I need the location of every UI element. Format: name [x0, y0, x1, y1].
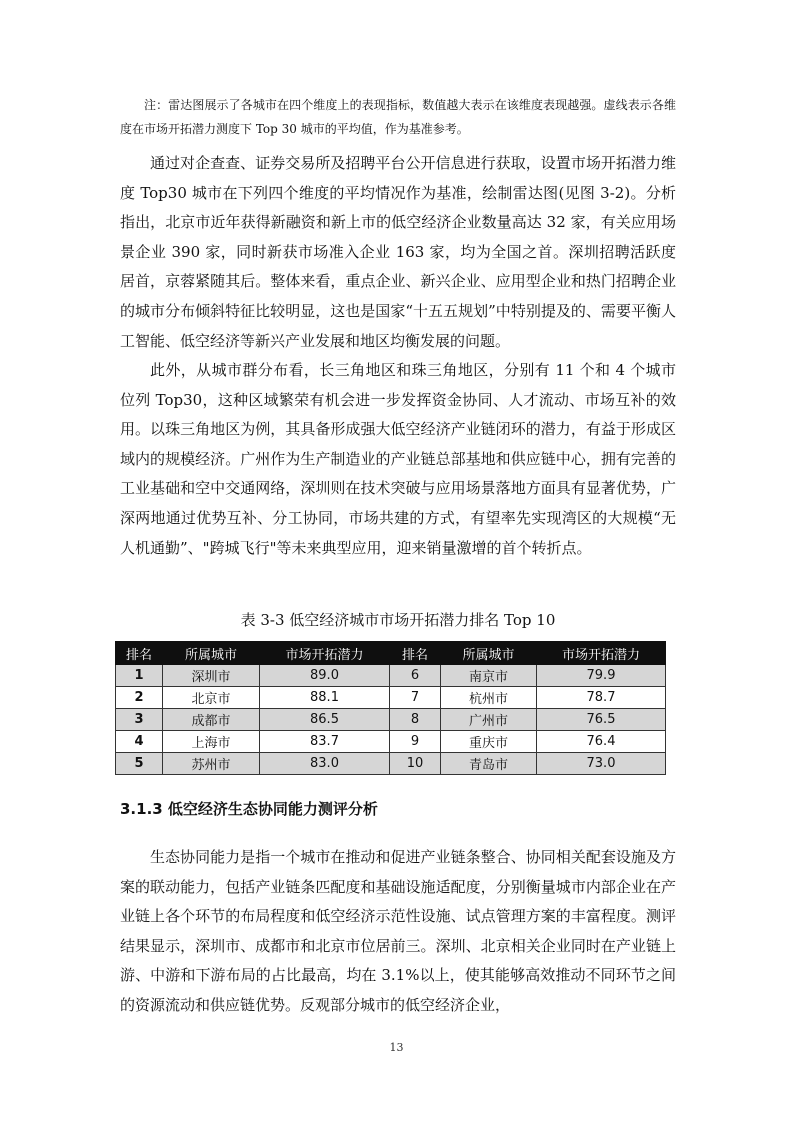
table-cell-city: 南京市 [441, 665, 537, 687]
table-cell-potential: 79.9 [537, 665, 666, 687]
column-header-potential: 市场开拓潜力 [260, 642, 390, 665]
column-header-rank: 排名 [116, 642, 163, 665]
table-row [116, 687, 666, 709]
table-cell-city: 苏州市 [163, 753, 260, 775]
table-cell-city: 青岛市 [441, 753, 537, 775]
table-cell-city: 成都市 [163, 709, 260, 731]
table-cell-city: 广州市 [441, 709, 537, 731]
table-caption: 表 3-3 低空经济城市市场开拓潜力排名 Top 10 [240, 611, 556, 629]
table-cell-potential: 76.5 [537, 709, 666, 731]
table-cell-rank: 3 [116, 709, 163, 731]
table-cell-city: 深圳市 [163, 665, 260, 687]
table-cell-potential: 73.0 [537, 753, 666, 775]
radar-chart-note: 注：雷达图展示了各城市在四个维度上的表现指标，数值越大表示在该维度表现越强。虚线表示各维度在市场开拓潜力测度下 Top 30 城市的平均值，作为基准参考。 [120, 98, 676, 136]
table-cell-rank: 4 [116, 731, 163, 753]
body-paragraph-ecosystem-synergy: 生态协同能力是指一个城市在推动和促进产业链条整合、协同相关配套设施及方案的联动能力，包括产业链条匹配度和基础设施适配度，分别衡量城市内部企业在产业链上各个环节的布局程度和低空经济示范性设施、试点管理方案的丰富程度。测评结果显示，深圳市、成都市和北京市位居前三。深圳、北京相关企业同时在产业链上游、中游和下游布局的占比最高，均在 3.1%以上，使其能够高效推动不同环节之间的资源流动和供应链优势。反观部分城市的低空经济企业， [120, 848, 676, 1014]
table-cell-city: 重庆市 [441, 731, 537, 753]
table-cell-potential: 76.4 [537, 731, 666, 753]
table-cell-rank: 7 [390, 687, 441, 709]
table-cell-city: 上海市 [163, 731, 260, 753]
table-cell-city: 杭州市 [441, 687, 537, 709]
section-heading: 3.1.3 低空经济生态协同能力测评分析 [120, 800, 378, 818]
table-cell-potential: 88.1 [260, 687, 390, 709]
column-header-potential: 市场开拓潜力 [537, 642, 666, 665]
table-cell-rank: 1 [116, 665, 163, 687]
table-cell-rank: 8 [390, 709, 441, 731]
table-row [116, 731, 666, 753]
table-row [116, 753, 666, 775]
market-potential-ranking-table [115, 641, 666, 775]
table-cell-potential: 83.7 [260, 731, 390, 753]
table-cell-rank: 9 [390, 731, 441, 753]
table-cell-rank: 5 [116, 753, 163, 775]
table-cell-potential: 86.5 [260, 709, 390, 731]
table-cell-potential: 89.0 [260, 665, 390, 687]
table-header-row [116, 642, 666, 665]
table-row [116, 709, 666, 731]
table-cell-rank: 6 [390, 665, 441, 687]
table-row [116, 665, 666, 687]
table-cell-rank: 10 [390, 753, 441, 775]
table-cell-potential: 78.7 [537, 687, 666, 709]
page-number: 13 [389, 1041, 404, 1054]
column-header-city: 所属城市 [441, 642, 537, 665]
body-paragraph-radar-analysis: 通过对企查查、证券交易所及招聘平台公开信息进行获取，设置市场开拓潜力维度 Top30 城市在下列四个维度的平均情况作为基准，绘制雷达图(见图 3-2)。分析指出，北京市近年获得新融资和新上市的低空经济企业数量高达 32 家，有关应用场景企业 390 家，同时新获市场准入企业 163 家，均为全国之首。深圳招聘活跃度居首，京蓉紧随其后。整体来看，重点企业、新兴企业、应用型企业和热门招聘企业的城市分布倾斜特征比较明显，这也是国家“十五五规划”中特别提及的、需要平衡人工智能、低空经济等新兴产业发展和地区均衡发展的问题。 [120, 154, 676, 350]
column-header-rank: 排名 [390, 642, 441, 665]
table-cell-city: 北京市 [163, 687, 260, 709]
table-cell-rank: 2 [116, 687, 163, 709]
table-cell-potential: 83.0 [260, 753, 390, 775]
column-header-city: 所属城市 [163, 642, 260, 665]
body-paragraph-city-clusters: 此外，从城市群分布看，长三角地区和珠三角地区，分别有 11 个和 4 个城市位列 Top30，这种区域繁荣有机会进一步发挥资金协同、人才流动、市场互补的效用。以珠三角地区为例，其具备形成强大低空经济产业链闭环的潜力，有益于形成区域内的规模经济。广州作为生产制造业的产业链总部基地和供应链中心，拥有完善的工业基础和空中交通网络，深圳则在技术突破与应用场景落地方面具有显著优势，广深两地通过优势互补、分工协同，市场共建的方式，有望率先实现湾区的大规模“无人机通勤”、"跨城飞行"等未来典型应用，迎来销量激增的首个转折点。 [120, 361, 676, 557]
